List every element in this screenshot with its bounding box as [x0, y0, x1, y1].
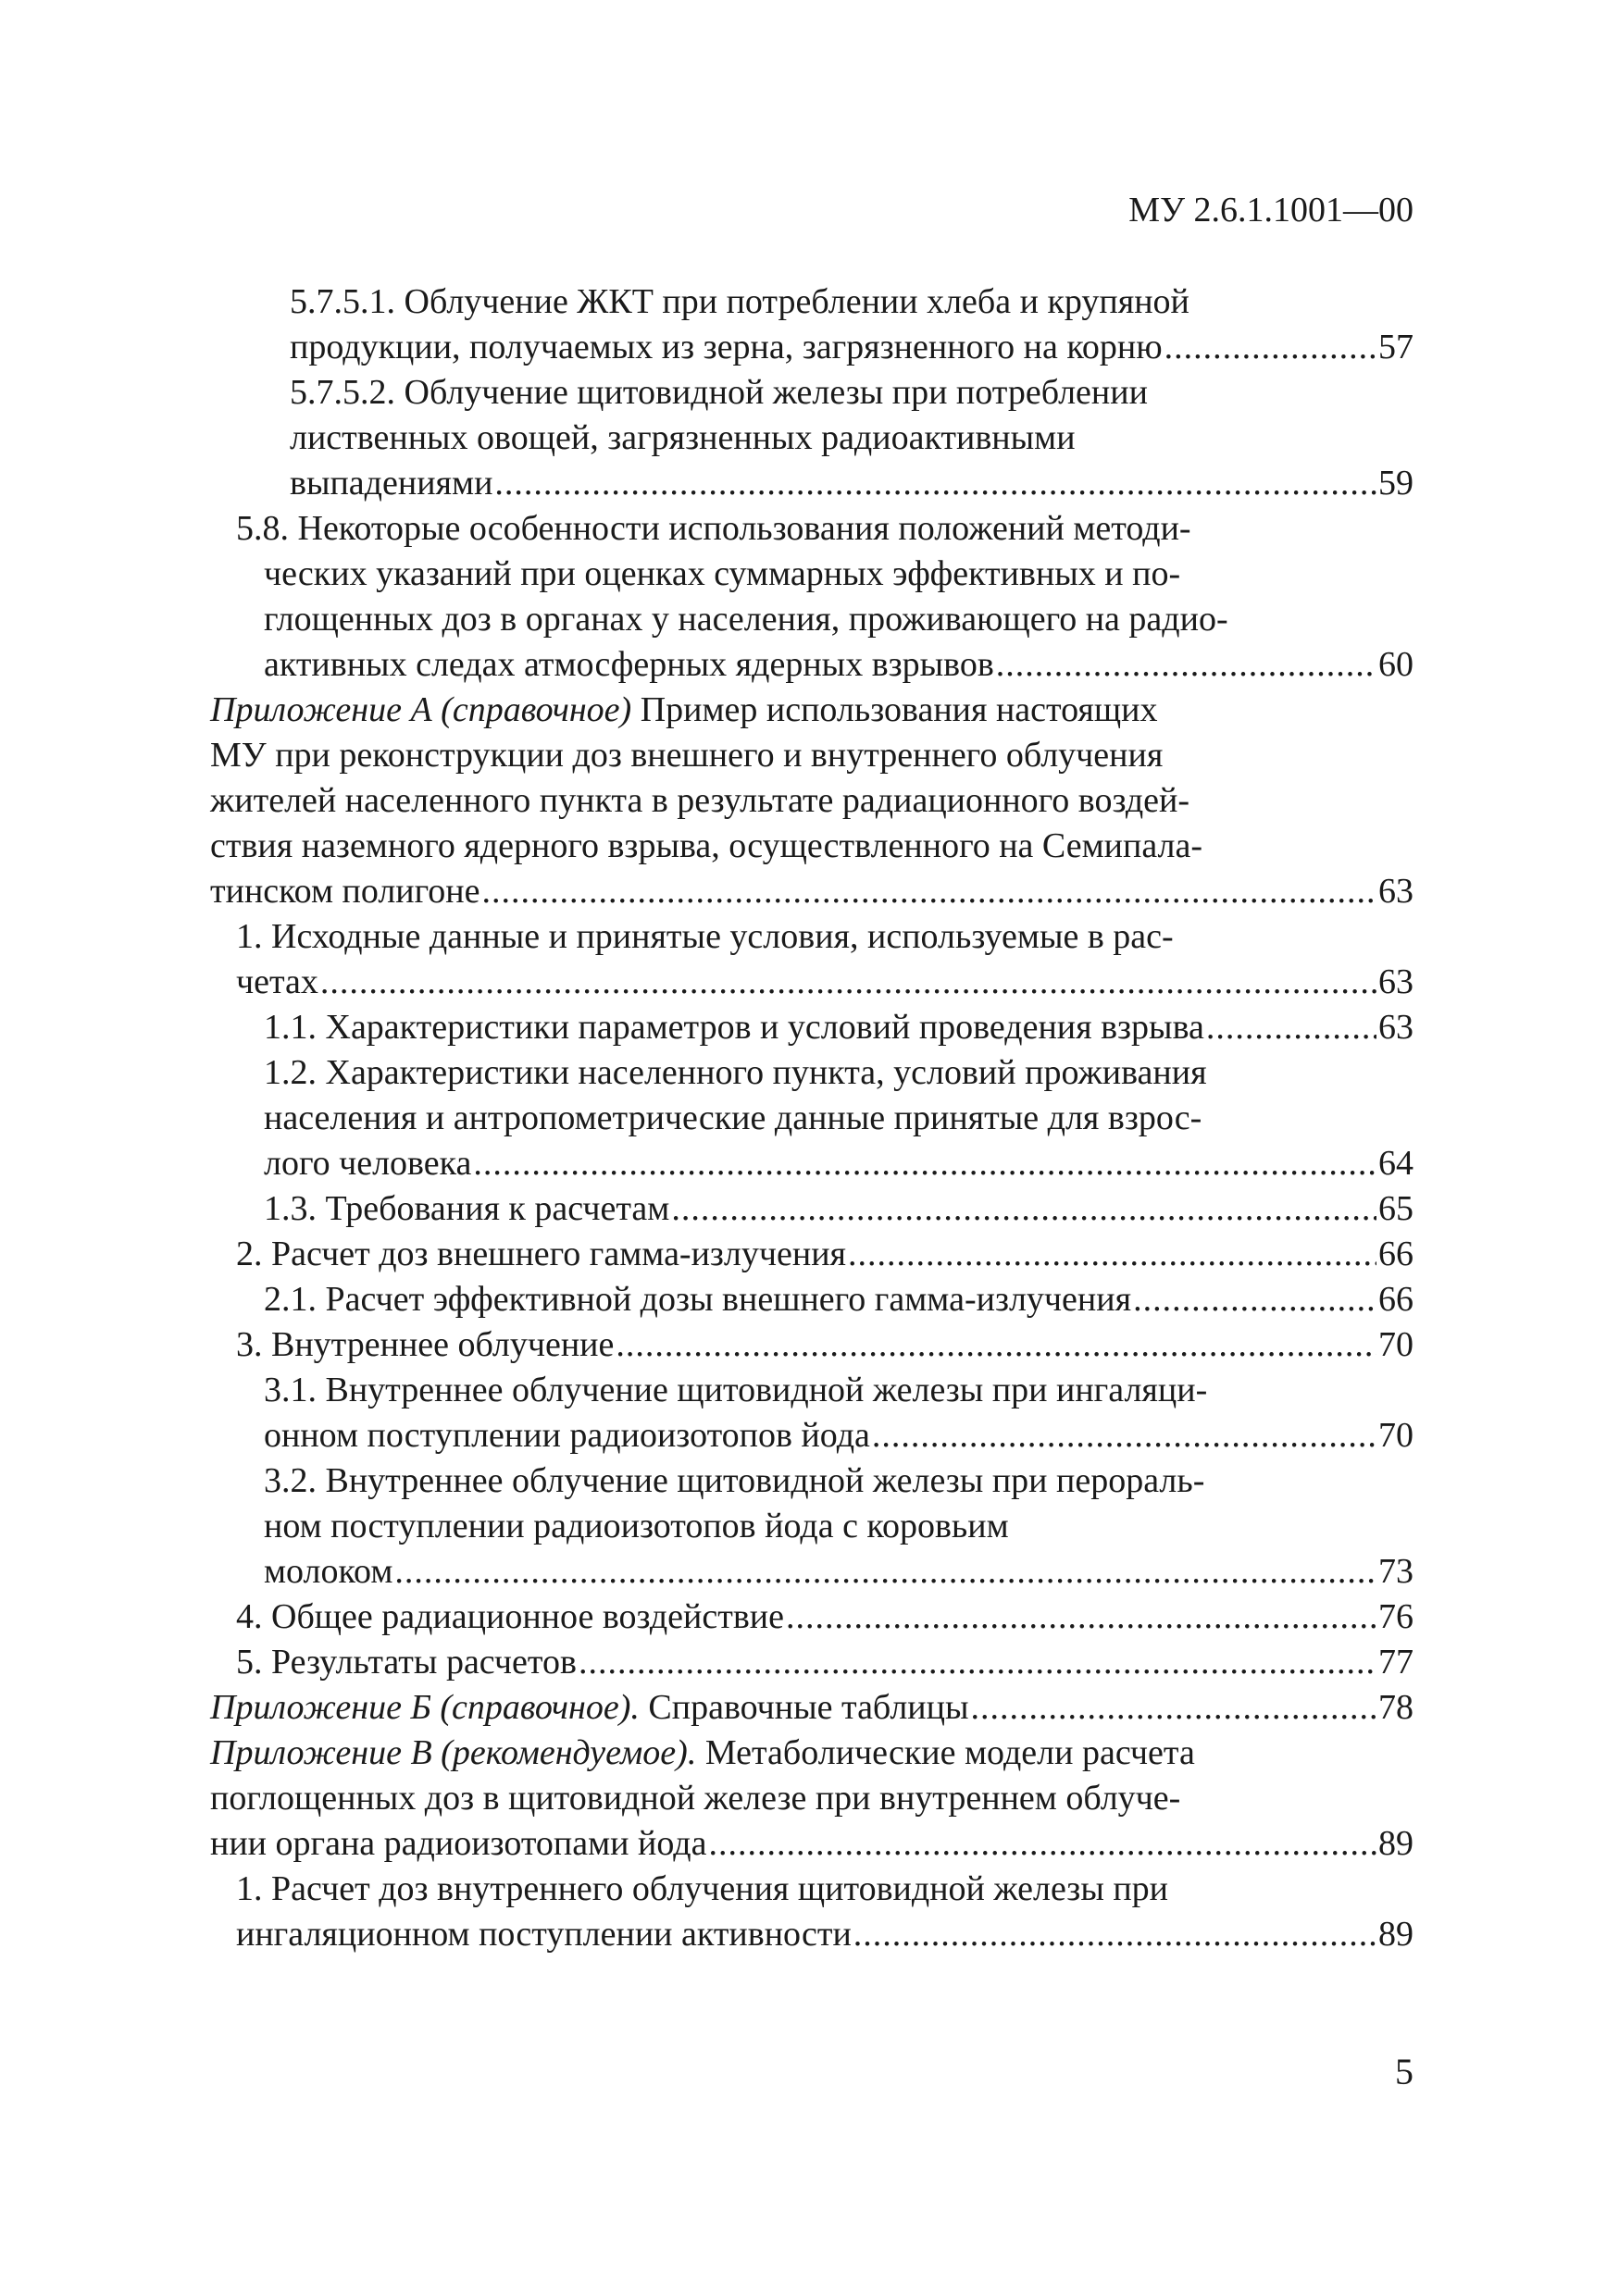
- dot-leader: [616, 1322, 1376, 1367]
- toc-text: поглощенных доз в щитовидной железе при внутреннем облуче-: [210, 1779, 1181, 1818]
- dot-leader: [786, 1595, 1376, 1639]
- page-ref: 89: [1378, 1915, 1414, 1954]
- toc-text: лого человека: [264, 1144, 472, 1183]
- page-ref: 78: [1378, 1688, 1414, 1727]
- toc-line: [210, 1685, 1414, 1730]
- toc-text: нии органа радиоизотопами йода: [210, 1824, 707, 1863]
- toc-line: [236, 1595, 1414, 1639]
- dot-leader: [394, 1549, 1376, 1594]
- toc-line: [210, 778, 1414, 823]
- toc-text: 5. Результаты расчетов: [236, 1643, 577, 1682]
- page-ref: 64: [1378, 1144, 1414, 1183]
- toc-line: [236, 506, 1414, 551]
- toc-text: жителей населенного пункта в результате радиационного воздей-: [210, 781, 1190, 820]
- toc-line: [290, 370, 1414, 415]
- toc-line: [264, 1277, 1414, 1322]
- dot-leader: [872, 1413, 1376, 1458]
- toc-text: 5.7.5.1. Облучение ЖКТ при потреблении хлеба и крупяной: [290, 282, 1189, 321]
- toc-line: [290, 325, 1414, 369]
- toc-text: тинском полигоне: [210, 872, 480, 911]
- toc-text: 1. Расчет доз внутреннего облучения щитовидной железы при: [236, 1869, 1169, 1908]
- dot-leader: [853, 1912, 1376, 1956]
- dot-leader: [848, 1232, 1376, 1276]
- toc-text: 3.2. Внутреннее облучение щитовидной железы при перораль-: [264, 1461, 1205, 1500]
- page-ref: 63: [1378, 872, 1414, 911]
- toc-line: [264, 597, 1414, 641]
- toc-line: [236, 960, 1414, 1004]
- toc-line: [236, 914, 1414, 959]
- page-ref: 66: [1378, 1280, 1414, 1319]
- toc-text: 1.2. Характеристики населенного пункта, условий проживания: [264, 1053, 1207, 1092]
- toc-text: Приложение А (справочное): [210, 690, 632, 729]
- toc-text: Метаболические модели расчета: [696, 1733, 1195, 1772]
- toc-text: 5.7.5.2. Облучение щитовидной железы при потреблении: [290, 373, 1148, 412]
- toc-text: ствия наземного ядерного взрыва, осуществленного на Семипала-: [210, 826, 1202, 865]
- toc-line: [290, 279, 1414, 324]
- toc-line: [210, 1821, 1414, 1866]
- toc-text: лиственных овощей, загрязненных радиоактивными: [290, 418, 1076, 457]
- page-ref: 63: [1378, 962, 1414, 1001]
- page-ref: 60: [1378, 645, 1414, 684]
- toc-text: 3. Внутреннее облучение: [236, 1325, 615, 1364]
- toc-line: [236, 1322, 1414, 1367]
- toc-line: [210, 1731, 1414, 1775]
- toc-text: молоком: [264, 1552, 393, 1591]
- toc-text: 4. Общее радиационное воздействие: [236, 1597, 785, 1636]
- toc-line: [264, 1413, 1414, 1458]
- toc-text: 1.1. Характеристики параметров и условий проведения взрыва: [264, 1008, 1204, 1047]
- toc-line: [236, 1232, 1414, 1276]
- toc-line: [264, 552, 1414, 596]
- dot-leader: [671, 1186, 1376, 1231]
- toc-text: четах: [236, 962, 318, 1001]
- dot-leader: [473, 1141, 1376, 1185]
- toc-text: глощенных доз в органах у населения, проживающего на радио-: [264, 600, 1228, 639]
- page-number: 5: [1395, 2051, 1414, 2092]
- page-ref: 65: [1378, 1189, 1414, 1228]
- toc-line: [290, 416, 1414, 460]
- toc-text: 2. Расчет доз внешнего гамма-излучения: [236, 1235, 847, 1273]
- page-ref: 70: [1378, 1325, 1414, 1364]
- dot-leader: [579, 1640, 1376, 1684]
- page-ref: 59: [1378, 464, 1414, 503]
- toc-text: онном поступлении радиоизотопов йода: [264, 1416, 870, 1455]
- toc-text: ингаляционном поступлении активности: [236, 1915, 852, 1954]
- page-ref: 77: [1378, 1643, 1414, 1682]
- toc-line: [236, 1867, 1414, 1911]
- toc-line: [210, 1776, 1414, 1820]
- toc-text: Приложение Б (справочное).: [210, 1688, 640, 1727]
- toc-line: [210, 688, 1414, 732]
- page-ref: 76: [1378, 1597, 1414, 1636]
- page-ref: 63: [1378, 1008, 1414, 1047]
- page-ref: 66: [1378, 1235, 1414, 1273]
- dot-leader: [996, 642, 1376, 687]
- toc-line: [210, 824, 1414, 868]
- toc-line: [264, 1186, 1414, 1231]
- toc-text: 3.1. Внутреннее облучение щитовидной железы при ингаляци-: [264, 1371, 1208, 1409]
- page-ref: 57: [1378, 328, 1414, 366]
- page-ref: 70: [1378, 1416, 1414, 1455]
- running-header: МУ 2.6.1.1001—00: [1128, 191, 1414, 230]
- toc-text: ном поступлении радиоизотопов йода с коровьим: [264, 1507, 1009, 1545]
- toc-line: [264, 1050, 1414, 1095]
- toc-text: Приложение В (рекомендуемое).: [210, 1733, 697, 1772]
- toc-text: МУ при реконструкции доз внешнего и внутреннего облучения: [210, 736, 1164, 775]
- toc-text: 1.3. Требования к расчетам: [264, 1189, 670, 1228]
- toc-line: [210, 869, 1414, 913]
- toc-text: Справочные таблицы: [639, 1688, 969, 1727]
- dot-leader: [481, 869, 1376, 913]
- dot-leader: [1133, 1277, 1376, 1322]
- toc-text: населения и антропометрические данные принятые для взрос-: [264, 1098, 1202, 1137]
- dot-leader: [494, 461, 1376, 505]
- toc-line: [236, 1640, 1414, 1684]
- toc-text: выпадениями: [290, 464, 493, 503]
- dot-leader: [1164, 325, 1376, 369]
- toc-text: 1. Исходные данные и принятые условия, используемые в рас-: [236, 917, 1174, 956]
- page-ref: 89: [1378, 1824, 1414, 1863]
- toc-line: [264, 1458, 1414, 1503]
- toc-line: [264, 642, 1414, 687]
- toc-line: [264, 1504, 1414, 1548]
- page-ref: 73: [1378, 1552, 1414, 1591]
- toc-line: [264, 1549, 1414, 1594]
- toc-line: [264, 1096, 1414, 1140]
- dot-leader: [1206, 1005, 1376, 1049]
- toc-line: [290, 461, 1414, 505]
- toc-text: 5.8. Некоторые особенности использования положений методи-: [236, 509, 1191, 548]
- toc-text: ческих указаний при оценках суммарных эффективных и по-: [264, 554, 1181, 593]
- toc-text: активных следах атмосферных ядерных взрывов: [264, 645, 994, 684]
- toc-line: [264, 1005, 1414, 1049]
- toc-line: [210, 733, 1414, 777]
- toc-text: продукции, получаемых из зерна, загрязненного на корню: [290, 328, 1163, 366]
- dot-leader: [971, 1685, 1377, 1730]
- toc-line: [236, 1912, 1414, 1956]
- toc-text: Пример использования настоящих: [631, 690, 1158, 729]
- toc-line: [264, 1141, 1414, 1185]
- dot-leader: [320, 960, 1376, 1004]
- toc-line: [264, 1368, 1414, 1412]
- dot-leader: [708, 1821, 1376, 1866]
- toc-text: 2.1. Расчет эффективной дозы внешнего гамма-излучения: [264, 1280, 1132, 1319]
